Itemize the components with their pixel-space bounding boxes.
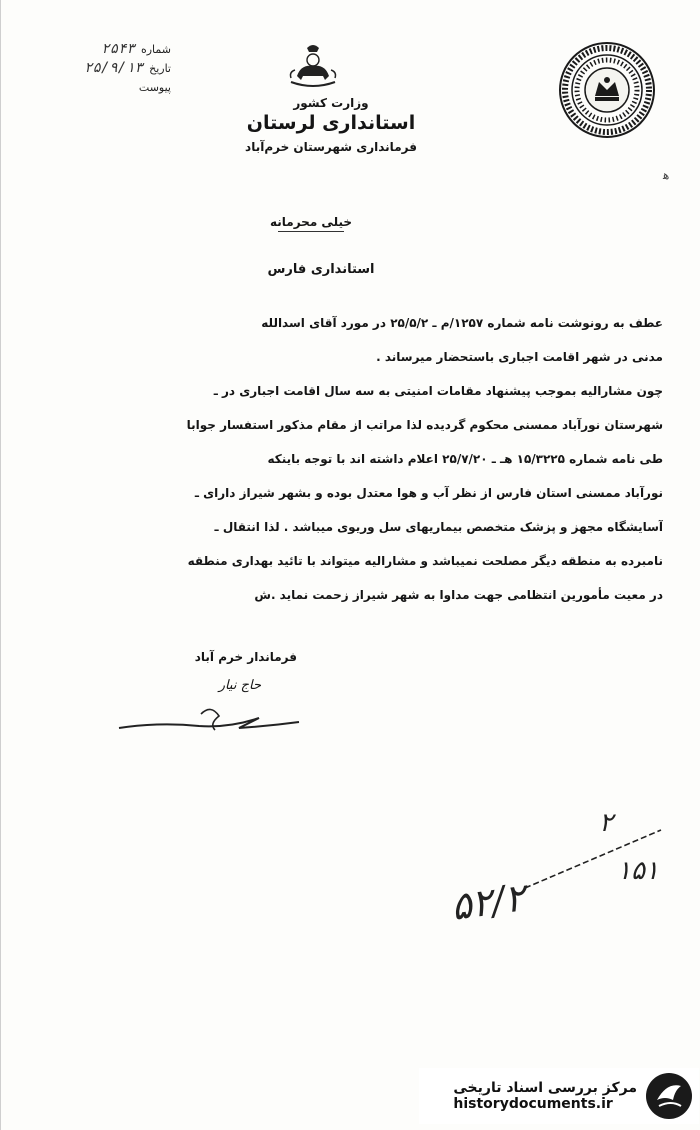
margin-mark: ﻫ <box>663 168 670 182</box>
body-line: چون مشارالیه بموجب پیشنهاد مقامات امنیتی به سه سال اقامت اجباری در ـ <box>213 384 663 398</box>
reference-date-label: تاریخ <box>149 62 171 75</box>
body-paragraph-2 <box>97 374 663 612</box>
reference-attachment-row <box>31 78 171 97</box>
body-paragraph-1 <box>97 306 663 374</box>
body-line: مدنی در شهر اقامت اجباری باستحضار میرساند . <box>376 350 663 364</box>
signature-block <box>111 650 311 750</box>
handwritten-fraction-top: ۲ <box>599 808 613 838</box>
reference-date-value: ۲۵/۹/۱۳ <box>84 60 144 76</box>
history-documents-logo-icon <box>643 1070 695 1122</box>
body-line: نامبرده به منطقه دیگر مصلحت نمیباشد و مشارالیه میتواند با تائید بهداری منطقه <box>187 554 663 568</box>
sub-governorate-name: فرمانداری شهرستان خرم‌آباد <box>245 140 417 154</box>
governorate-name: استانداری لرستان <box>246 112 416 134</box>
body-line: عطف به رونوشت نامه شماره ۱۲۵۷/م ـ ۲۵/۵/۲ در مورد آقای اسدالله <box>261 316 663 330</box>
classification-underline <box>278 231 344 232</box>
reference-number-row <box>31 40 171 59</box>
body-line: طی نامه شماره ۱۵/۳۲۲۵ هـ ـ ۲۵/۷/۲۰ اعلام داشته اند با توجه باینکه <box>267 452 663 466</box>
reference-number-value: ۲۵۴۳ <box>101 41 135 57</box>
signature-scribble-icon <box>111 700 311 740</box>
official-seal-icon <box>557 40 657 140</box>
classification-text: خیلی محرمانه <box>269 215 353 229</box>
handwritten-fraction-bottom: ۱۵۱ <box>617 856 659 886</box>
watermark-site: historydocuments.ir <box>453 1096 613 1112</box>
body-line: نورآباد ممسنی استان فارس از نظر آب و هوا معتدل بوده و بشهر شیراز دارای ـ <box>194 486 663 500</box>
recipient-heading: استانداری فارس <box>267 262 375 277</box>
ministry-name: وزارت کشور <box>293 96 369 110</box>
reference-number-label: شماره <box>140 43 171 56</box>
handwritten-fraction <box>521 808 671 902</box>
reference-block <box>31 40 171 97</box>
watermark-org: مرکز بررسی اسناد تاریخی <box>453 1080 637 1096</box>
letter-body <box>97 306 663 612</box>
reference-attachment-label: پیوست <box>138 81 171 94</box>
body-line: آسایشگاه مجهز و پزشک متخصص بیماریهای سل وریوی میباشد . لذا انتقال ـ <box>214 520 663 534</box>
body-line: شهرستان نورآباد ممسنی محکوم گردیده لذا مراتب از مقام مذکور استفسار جوابا <box>186 418 663 432</box>
watermark-badge <box>419 1068 699 1124</box>
signatory-title: فرماندار خرم آباد <box>194 650 297 664</box>
signatory-name: حاج نیار <box>218 678 261 693</box>
letterhead <box>181 90 481 154</box>
body-line: در معیت مأمورین انتظامی جهت مداوا به شهر شیراز زحمت نماید .ش <box>254 588 663 602</box>
lion-and-sun-emblem-icon <box>285 42 341 88</box>
watermark-text <box>453 1080 637 1112</box>
reference-date-row <box>31 59 171 78</box>
handwritten-number: ۵۲/۲ <box>448 875 528 929</box>
classification-label <box>251 215 371 232</box>
